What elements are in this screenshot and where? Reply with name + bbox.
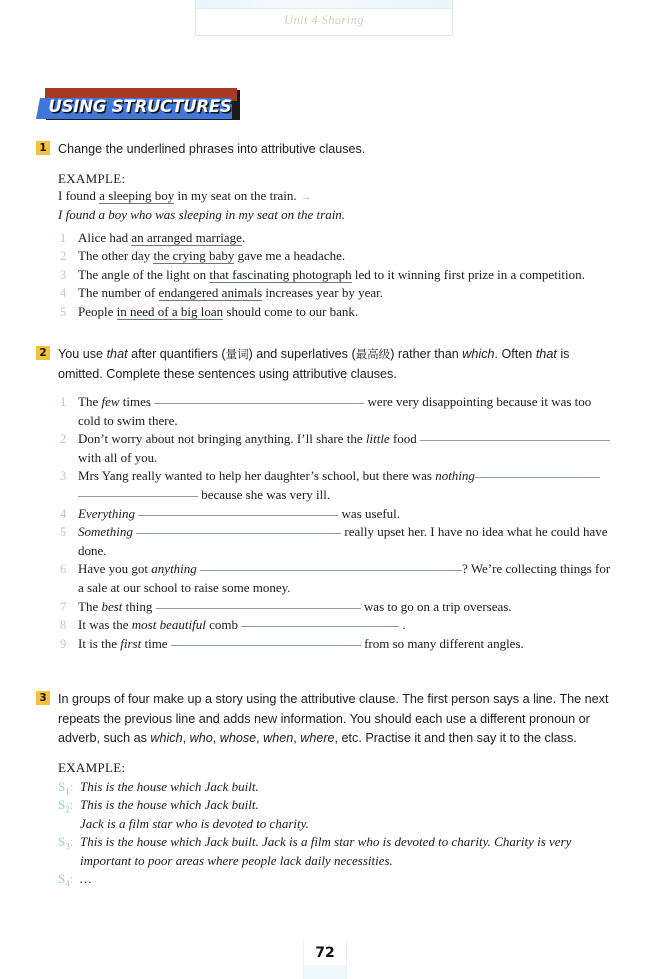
item-text: The	[78, 394, 102, 409]
answer-blank[interactable]	[475, 467, 600, 478]
dialogue-turn	[58, 870, 614, 889]
item-text: because she was very ill.	[198, 486, 331, 502]
item-text: comb	[205, 617, 242, 633]
item-text-before: The angle of the light on	[78, 266, 210, 282]
instruction-keyword-which: which	[462, 347, 495, 361]
answer-blank[interactable]	[200, 560, 462, 571]
item-underlined-phrase: endangered animals	[158, 285, 263, 301]
exercise-1-item	[58, 284, 614, 303]
instruction-part-1: You use	[58, 347, 107, 361]
item-text: .	[399, 617, 406, 633]
item-keyword: Something	[78, 524, 133, 540]
item-text: It was the	[78, 617, 132, 633]
dialogue-speaker-index: 2	[65, 804, 70, 815]
item-underlined-phrase: the crying baby	[153, 248, 235, 264]
section-banner	[36, 88, 240, 122]
dialogue-line: This is the house which Jack built. Jack is a film star who is devoted to charity. Charity is very important to poor areas where people lack daily necessities.	[80, 834, 572, 868]
exercise-1-instruction: Change the underlined phrases into attributive clauses.	[58, 142, 366, 156]
item-text-after: should come to our bank.	[223, 303, 359, 319]
page-number-box	[303, 941, 347, 979]
exercise-2-item	[58, 598, 614, 617]
item-index: 3	[60, 267, 67, 282]
item-keyword: little	[365, 431, 390, 447]
dialogue-speaker-index: 3	[65, 841, 70, 852]
answer-blank[interactable]	[78, 486, 198, 497]
page-number: 72	[315, 945, 335, 961]
dialogue-speaker: $S_2$:	[58, 797, 74, 815]
dialogue-line: Jack is a film star who is devoted to charity.	[80, 815, 309, 831]
instruction-chinese-quantifier: 量词	[225, 347, 249, 361]
item-text: really upset her. I have no idea what he could have done.	[78, 524, 608, 558]
exercise-2-item-list	[58, 393, 614, 653]
exercise-1	[36, 140, 614, 321]
exercise-2-item	[58, 393, 614, 430]
item-text-before: The other day	[78, 248, 154, 264]
item-text-after: increases year by year.	[262, 285, 384, 301]
exercise-1-example-source	[58, 187, 614, 207]
instruction-part-6: is omitted. Complete these sentences using attributive clauses.	[58, 347, 570, 381]
right-arrow-icon: →	[300, 190, 312, 203]
answer-blank[interactable]	[241, 616, 399, 627]
item-keyword: best	[101, 598, 123, 614]
exercise-3-dialogue-list	[58, 778, 614, 890]
instruction-keyword-whose: whose	[219, 731, 257, 745]
exercise-2-item	[58, 467, 614, 504]
item-text: thing	[122, 598, 156, 614]
exercise-2-item	[58, 430, 614, 467]
running-head	[195, 0, 453, 36]
item-index: 6	[60, 562, 67, 577]
item-index: 4	[60, 286, 67, 301]
answer-blank[interactable]	[138, 505, 338, 516]
item-text-after: led to it winning first prize in a competition.	[351, 266, 585, 282]
running-head-title: Unit 4 Sharing	[284, 13, 364, 27]
exercise-1-item	[58, 247, 614, 266]
item-text: Have you got	[78, 561, 152, 577]
instruction-part-4: ) rather than	[390, 347, 463, 361]
item-text: from so many different angles.	[360, 635, 524, 651]
dialogue-speaker: $S_1$:	[58, 778, 74, 797]
exercise-2	[36, 345, 614, 653]
item-text-before: Alice had	[78, 229, 132, 245]
instruction-sep-3: ,	[256, 731, 264, 745]
item-underlined-phrase: an arranged marriage	[131, 229, 242, 245]
section-title: USING STRUCTURES	[48, 97, 232, 116]
example-source-suffix: in my seat on the train.	[174, 187, 297, 203]
dialogue-speaker-index: 1	[65, 786, 70, 797]
exercise-2-item	[58, 505, 614, 524]
instruction-part-2: after quantifiers (	[127, 347, 226, 361]
item-keyword: first	[120, 635, 142, 651]
instruction-part-5: . Often	[494, 347, 536, 361]
item-keyword: nothing	[435, 468, 475, 484]
item-text: time	[141, 635, 171, 651]
item-index: 5	[60, 304, 67, 319]
instruction-keyword-when: when	[263, 731, 294, 745]
item-underlined-phrase: in need of a big loan	[116, 303, 224, 319]
item-text: Mrs Yang really wanted to help her daughter’s school, but there was	[78, 468, 436, 484]
item-text: It is the	[78, 635, 121, 651]
instruction-keyword-that-1: that	[106, 347, 128, 361]
exercise-1-example-answer-text: I found a boy who was sleeping in my seat on the train.	[58, 207, 346, 222]
instruction-sep-2: ,	[212, 731, 220, 745]
item-text: ? We’re collecting things for a sale at our school to raise some money.	[78, 561, 611, 595]
example-source-prefix: I found	[58, 187, 100, 203]
item-text: food	[389, 431, 421, 447]
item-index: 4	[60, 506, 67, 521]
item-text: was useful.	[338, 505, 401, 521]
item-text: times	[119, 394, 155, 409]
item-text: was to go on a trip overseas.	[360, 598, 512, 614]
exercise-1-item	[58, 266, 614, 285]
exercise-3-number: 3	[36, 691, 50, 705]
answer-blank[interactable]	[154, 393, 364, 404]
exercise-1-number: 1	[36, 141, 50, 155]
instruction-keyword-where: where	[300, 731, 335, 745]
item-index: 1	[60, 395, 67, 409]
dialogue-line: This is the house which Jack built.	[80, 797, 259, 813]
dialogue-speaker-index: 4	[65, 879, 70, 890]
item-text-after: .	[241, 229, 246, 245]
answer-blank[interactable]	[420, 430, 610, 441]
dialogue-turn	[58, 778, 614, 797]
instruction-part-1: In groups of four make up a story using the attributive clause. The first person says a line. The next repeats the previous line and adds new information. You should each use a different pronoun or adverb, such as	[58, 692, 609, 745]
exercise-2-number: 2	[36, 346, 50, 360]
item-index: 2	[60, 249, 67, 264]
exercise-1-example-label: EXAMPLE:	[58, 170, 126, 186]
answer-blank[interactable]	[171, 635, 361, 646]
dialogue-speaker: $S_4$:	[58, 871, 74, 890]
exercise-1-item-list	[58, 229, 614, 322]
instruction-keyword-which: which	[150, 731, 183, 745]
item-index: 8	[60, 618, 67, 633]
instruction-part-3: ) and superlatives (	[248, 347, 356, 361]
dialogue-line: …	[80, 871, 92, 887]
item-index: 5	[60, 525, 67, 540]
item-keyword: anything	[151, 561, 197, 577]
exercise-1-item	[58, 229, 614, 248]
running-head-rule	[196, 0, 452, 9]
answer-blank[interactable]	[136, 523, 341, 534]
instruction-keyword-that-2: that	[535, 347, 557, 361]
item-text-before: The number of	[78, 285, 159, 301]
dialogue-turn	[58, 796, 614, 833]
exercise-3	[36, 690, 614, 889]
instruction-sep-4: ,	[293, 731, 301, 745]
exercise-1-item	[58, 303, 614, 322]
item-index: 9	[60, 636, 67, 651]
answer-blank[interactable]	[156, 598, 361, 609]
exercise-1-example-answer	[58, 206, 614, 225]
exercise-2-item	[58, 560, 614, 597]
item-index: 1	[60, 230, 67, 245]
exercise-3-example-label: EXAMPLE:	[58, 759, 126, 775]
item-text: The	[78, 598, 102, 614]
item-index: 3	[60, 469, 67, 484]
item-underlined-phrase: that fascinating photograph	[209, 266, 352, 282]
item-keyword: few	[101, 394, 120, 409]
instruction-chinese-superlative: 最高级	[355, 347, 391, 361]
exercise-2-instruction	[58, 345, 614, 384]
item-keyword: Everything	[78, 505, 136, 521]
exercise-3-instruction	[58, 690, 614, 749]
exercise-2-item	[58, 616, 614, 635]
dialogue-speaker: $S_3$:	[58, 834, 74, 852]
exercise-2-item	[58, 635, 614, 654]
item-text-before: People	[78, 303, 117, 319]
exercise-2-item	[58, 523, 614, 560]
example-source-underlined-phrase: a sleeping boy	[99, 187, 175, 203]
instruction-sep-1: ,	[182, 731, 190, 745]
item-index: 2	[60, 432, 67, 447]
page-number-tint	[304, 965, 346, 979]
item-index: 7	[60, 599, 67, 614]
item-keyword: most beautiful	[131, 617, 206, 633]
dialogue-line: This is the house which Jack built.	[80, 778, 259, 794]
dialogue-turn	[58, 833, 614, 870]
instruction-part-2: , etc. Practise it and then say it to the class.	[334, 731, 577, 745]
item-text: were very disappointing because it was too cold to swim there.	[78, 394, 592, 428]
item-text-after: gave me a headache.	[234, 248, 346, 264]
item-text: Don’t worry about not bringing anything. I’ll share the	[78, 431, 366, 447]
instruction-keyword-who: who	[189, 731, 213, 745]
item-text: with all of you.	[78, 449, 158, 465]
